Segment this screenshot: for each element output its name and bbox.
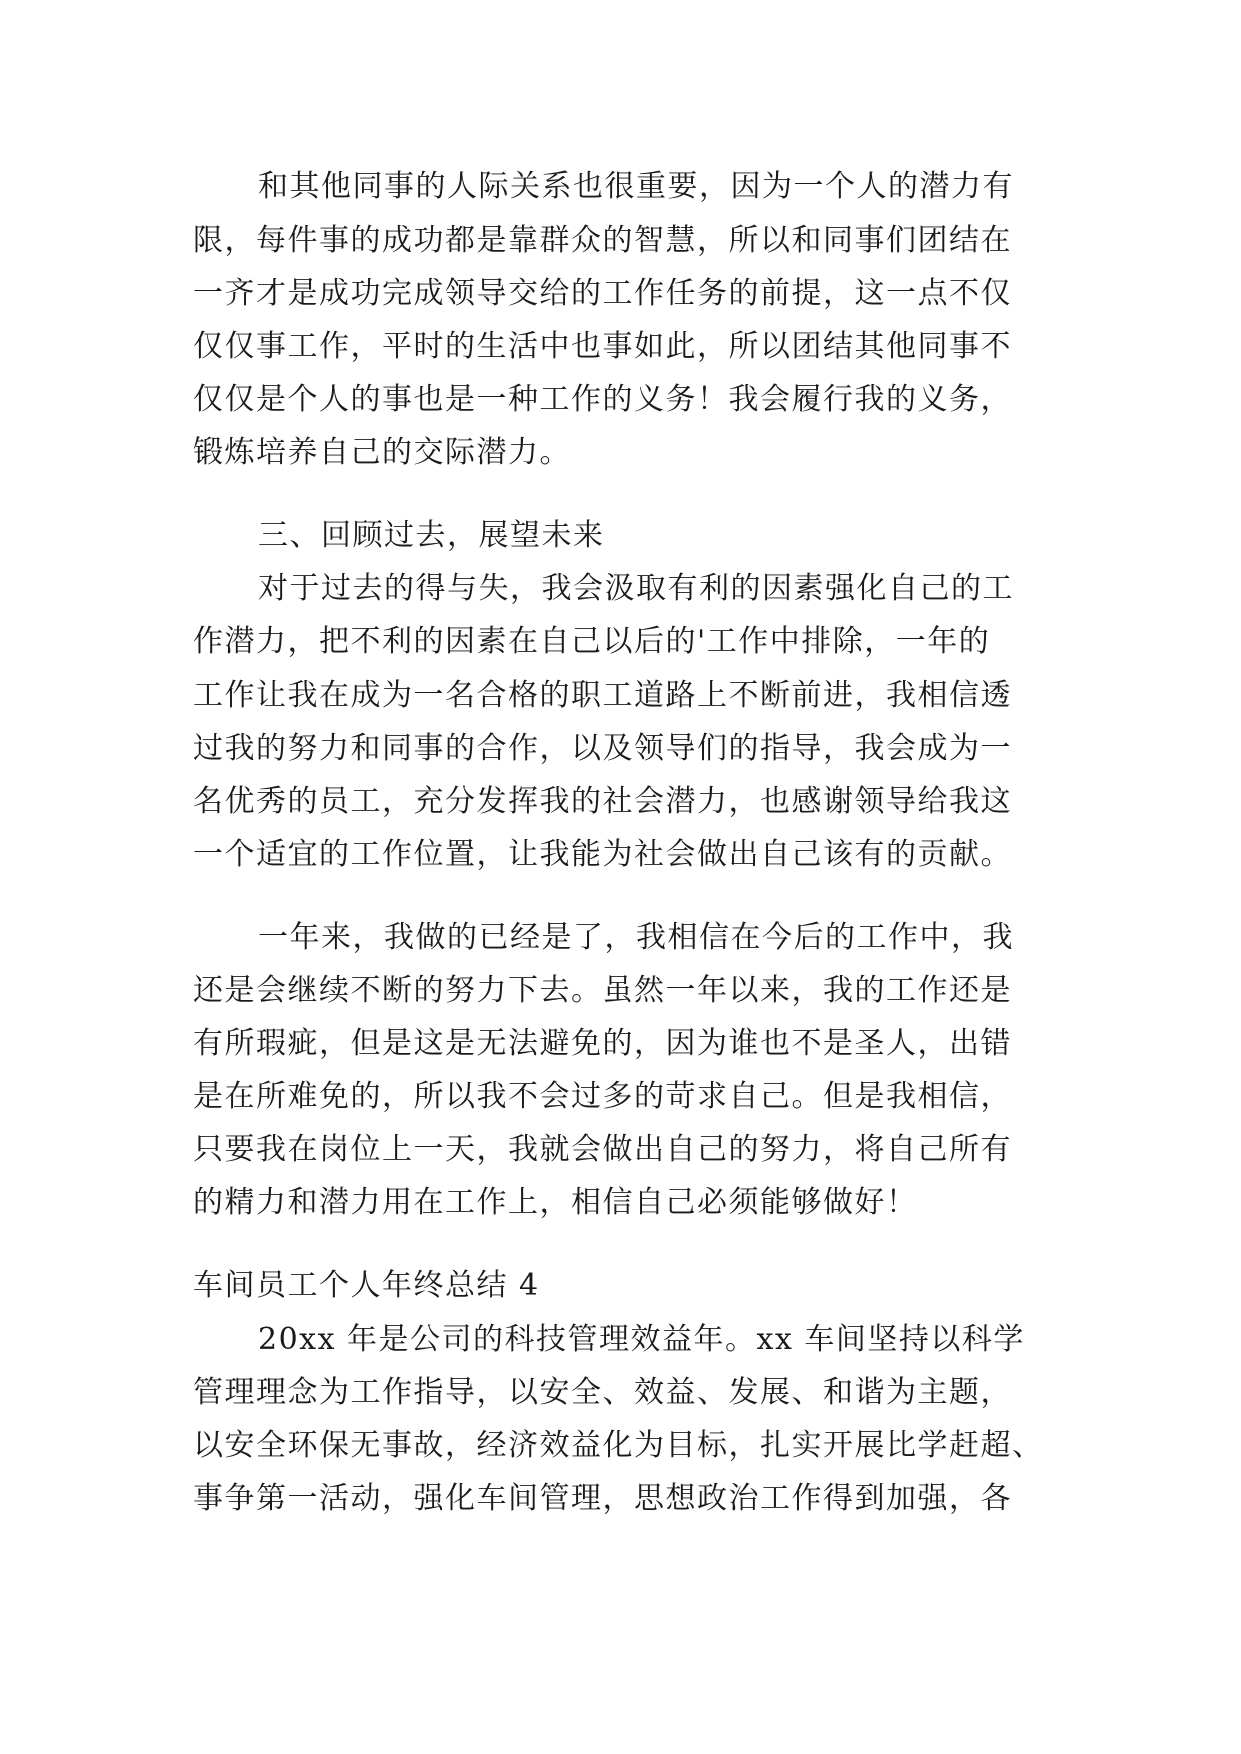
paragraph-line: 一个适宜的工作位置，让我能为社会做出自己该有的贡献。 [193,837,1012,872]
paragraph-line: 一齐才是成功完成领导交给的工作任务的前提，这一点不仅 [193,276,1012,311]
section-heading: 三、回顾过去，展望未来 [258,518,605,553]
paragraph-line: 对于过去的得与失，我会汲取有利的因素强化自己的工 [258,571,1014,606]
paragraph-line: 的精力和潜力用在工作上，相信自己必须能够做好！ [193,1185,918,1220]
paragraph-line: 一年来，我做的已经是了，我相信在今后的工作中，我 [258,920,1014,955]
paragraph-line: 仅仅事工作，平时的生活中也事如此，所以团结其他同事不 [193,329,1012,364]
paragraph-line: 名优秀的员工，充分发挥我的社会潜力，也感谢领导给我这 [193,784,1012,819]
paragraph-line: 是在所难免的，所以我不会过多的苛求自己。但是我相信， [193,1079,1012,1114]
document-title: 车间员工个人年终总结 4 [193,1268,540,1303]
paragraph-line: 只要我在岗位上一天，我就会做出自己的努力，将自己所有 [193,1132,1012,1167]
paragraph-line: 管理理念为工作指导，以安全、效益、发展、和谐为主题， [193,1375,1012,1410]
paragraph-line: 过我的努力和同事的合作，以及领导们的指导，我会成为一 [193,731,1012,766]
paragraph-line: 限，每件事的成功都是靠群众的智慧，所以和同事们团结在 [193,223,1012,258]
paragraph-line: 作潜力，把不利的因素在自己以后的'工作中排除，一年的 [193,624,991,659]
paragraph-line: 锻炼培养自己的交际潜力。 [193,435,571,470]
paragraph-line: 以安全环保无事故，经济效益化为目标，扎实开展比学赶超、 [193,1428,1044,1463]
paragraph-line: 和其他同事的人际关系也很重要，因为一个人的潜力有 [258,169,1014,204]
paragraph-line: 20xx 年是公司的科技管理效益年。xx 车间坚持以科学 [258,1322,1025,1357]
paragraph-line: 事争第一活动，强化车间管理，思想政治工作得到加强，各 [193,1481,1012,1516]
paragraph-line: 工作让我在成为一名合格的职工道路上不断前进，我相信透 [193,678,1012,713]
paragraph-line: 还是会继续不断的努力下去。虽然一年以来，我的工作还是 [193,973,1012,1008]
paragraph-line: 仅仅是个人的事也是一种工作的义务！我会履行我的义务， [193,382,1012,417]
paragraph-line: 有所瑕疵，但是这是无法避免的，因为谁也不是圣人，出错 [193,1026,1012,1061]
